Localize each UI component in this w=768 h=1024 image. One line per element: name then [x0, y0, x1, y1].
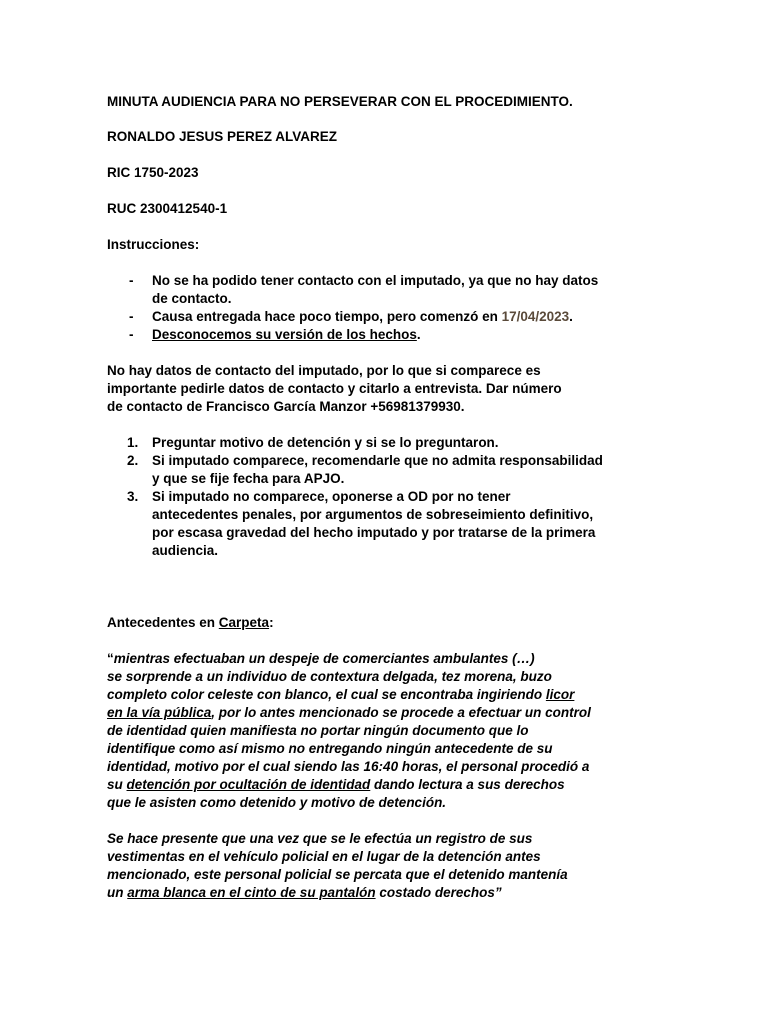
bullet-1-line-1: No se ha podido tener contacto con el imputado, ya que no hay datos [152, 273, 599, 288]
quote-line: identidad, motivo por el cual siendo las 16:40 horas, el personal procedió a [107, 759, 590, 774]
quote-text: completo color celeste con blanco, el cual se encontraba ingiriendo [107, 687, 546, 702]
steps-list [107, 434, 603, 560]
step-2-line-1: Si imputado comparece, recomendarle que no admita responsabilidad [152, 453, 603, 468]
list-item [107, 434, 603, 452]
quote-text: su [107, 777, 127, 792]
quote-line: vestimentas en el vehículo policial en el lugar de la detención antes [107, 849, 541, 864]
instructions-list [107, 272, 598, 344]
document-title: MINUTA AUDIENCIA PARA NO PERSEVERAR CON EL PROCEDIMIENTO. [107, 94, 573, 109]
quote-text: costado derechos” [375, 885, 502, 900]
open-quote-mark: “ [107, 651, 114, 666]
underlined-phrase: en la vía pública [107, 705, 212, 720]
dash-marker: - [129, 273, 134, 288]
contact-paragraph-line-1: No hay datos de contacto del imputado, por lo que si comparece es [107, 363, 541, 378]
quote-line: mencionado, este personal policial se percata que el detenido mantenía [107, 867, 568, 882]
quote-line [107, 884, 667, 902]
number-marker: 1. [127, 435, 139, 450]
contact-paragraph-line-3: de contacto de Francisco García Manzor +56981379930. [107, 399, 465, 414]
dash-marker: - [129, 327, 134, 342]
list-item [107, 488, 603, 560]
list-item [107, 326, 598, 344]
list-item [107, 452, 603, 488]
start-date: 17/04/2023 [501, 309, 570, 324]
defendant-name: RONALDO JESUS PEREZ ALVAREZ [107, 129, 338, 144]
underlined-phrase: detención por ocultación de identidad [126, 777, 371, 792]
list-item [107, 272, 598, 308]
quote-line: de identidad quien manifiesta no portar ningún documento que lo [107, 723, 529, 738]
antecedentes-suffix: : [269, 615, 274, 630]
carpeta-link: Carpeta [218, 615, 270, 630]
quote-line [107, 776, 667, 794]
quote-line [107, 650, 667, 668]
quote-text: , por lo antes mencionado se procede a efectuar un control [211, 705, 591, 720]
bullet-1-line-2: de contacto. [152, 291, 232, 306]
antecedentes-prefix: Antecedentes en [107, 615, 219, 630]
step-3-line-4: audiencia. [152, 543, 219, 558]
number-marker: 2. [127, 453, 139, 468]
underlined-phrase: arma blanca en el cinto de su pantalón [127, 885, 376, 900]
instructions-heading: Instrucciones: [107, 237, 200, 252]
ruc-number: RUC 2300412540-1 [107, 201, 228, 216]
underlined-phrase: licor [545, 687, 575, 702]
dash-marker: - [129, 309, 134, 324]
quote-text: mientras efectuaban un despeje de comerciantes ambulantes (…) [113, 651, 535, 666]
number-marker: 3. [127, 489, 139, 504]
bullet-3-end: . [416, 327, 421, 342]
step-1-line-1: Preguntar motivo de detención y si se lo preguntaron. [152, 435, 499, 450]
quote-line [107, 686, 667, 704]
step-3-line-1: Si imputado no comparece, oponerse a OD por no tener [152, 489, 511, 504]
police-report-quote [107, 650, 667, 812]
quote-line: identifique como así mismo no entregando ningún antecedente de su [107, 741, 553, 756]
quote-line: que le asisten como detenido y motivo de detención. [107, 795, 447, 810]
step-3-line-2: antecedentes penales, por argumentos de sobreseimiento definitivo, [152, 507, 594, 522]
quote-line: se sorprende a un individuo de contextura delgada, tez morena, buzo [107, 669, 552, 684]
quote-text: dando lectura a sus derechos [370, 777, 565, 792]
quote-text: un [107, 885, 128, 900]
ric-number: RIC 1750-2023 [107, 165, 199, 180]
list-item [107, 308, 598, 326]
antecedentes-heading [107, 614, 274, 632]
contact-paragraph-line-2: importante pedirle datos de contacto y citarlo a entrevista. Dar número [107, 381, 562, 396]
bullet-3-text: Desconocemos su versión de los hechos [152, 327, 417, 342]
quote-line: Se hace presente que una vez que se le efectúa un registro de sus [107, 831, 533, 846]
bullet-2-end: . [569, 309, 573, 324]
quote-line [107, 704, 667, 722]
step-3-line-3: por escasa gravedad del hecho imputado y por tratarse de la primera [152, 525, 596, 540]
bullet-2-text: Causa entregada hace poco tiempo, pero comenzó en [152, 309, 502, 324]
weapon-finding-quote [107, 830, 667, 902]
step-2-line-2: y que se fije fecha para APJO. [152, 471, 345, 486]
